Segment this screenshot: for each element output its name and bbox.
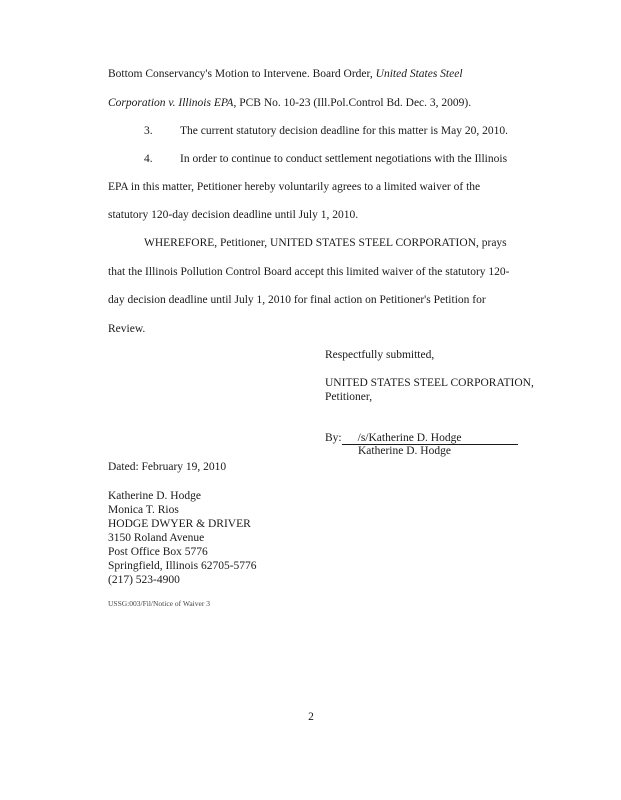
- document-code: USSG:003/Fil/Notice of Waiver 3: [108, 599, 210, 608]
- wherefore-line-2: that the Illinois Pollution Control Board accept this limited waiver of the statutory 120-: [108, 266, 510, 278]
- case-name-italic: United States Steel: [375, 68, 463, 80]
- address-city: Springfield, Illinois 62705-5776: [108, 560, 257, 572]
- address-po-box: Post Office Box 5776: [108, 546, 208, 558]
- text-run: Bottom Conservancy's Motion to Intervene. Board Order,: [108, 68, 376, 80]
- wherefore-line-4: Review.: [108, 323, 146, 335]
- item-4-line-1: In order to continue to conduct settlement negotiations with the Illinois: [180, 153, 508, 165]
- paragraph-continuation-line-2: [108, 96, 471, 110]
- wherefore-line-1: WHEREFORE, Petitioner, UNITED STATES STEEL CORPORATION, prays: [144, 237, 507, 249]
- item-3-number: 3.: [144, 125, 153, 137]
- counsel-name-2: Monica T. Rios: [108, 504, 179, 516]
- party-name: UNITED STATES STEEL CORPORATION,: [325, 377, 534, 389]
- signature-line: [325, 431, 518, 445]
- item-4-number: 4.: [144, 153, 153, 165]
- item-4-line-2: EPA in this matter, Petitioner hereby voluntarily agrees to a limited waiver of the: [108, 181, 481, 193]
- case-name-italic: Corporation v. Illinois EPA: [108, 97, 234, 109]
- citation-text: , PCB No. 10-23 (Ill.Pol.Control Bd. Dec. 3, 2009).: [233, 97, 472, 109]
- counsel-name-1: Katherine D. Hodge: [108, 490, 201, 502]
- dated-line: Dated: February 19, 2010: [108, 461, 227, 473]
- phone-number: (217) 523-4900: [108, 574, 180, 586]
- party-role: Petitioner,: [325, 391, 373, 403]
- firm-name: HODGE DWYER & DRIVER: [108, 518, 251, 530]
- item-4-line-3: statutory 120-day decision deadline until July 1, 2010.: [108, 209, 359, 221]
- page-number: 2: [308, 711, 314, 723]
- by-label: By:: [325, 432, 342, 444]
- address-street: 3150 Roland Avenue: [108, 532, 205, 544]
- signature-text: /s/Katherine D. Hodge: [357, 432, 462, 444]
- wherefore-line-3: day decision deadline until July 1, 2010 for final action on Petitioner's Petition for: [108, 294, 486, 306]
- signer-name: Katherine D. Hodge: [358, 445, 451, 457]
- closing-text: Respectfully submitted,: [325, 349, 435, 361]
- paragraph-continuation-line-1: [108, 67, 463, 81]
- item-3-text: The current statutory decision deadline for this matter is May 20, 2010.: [180, 125, 508, 137]
